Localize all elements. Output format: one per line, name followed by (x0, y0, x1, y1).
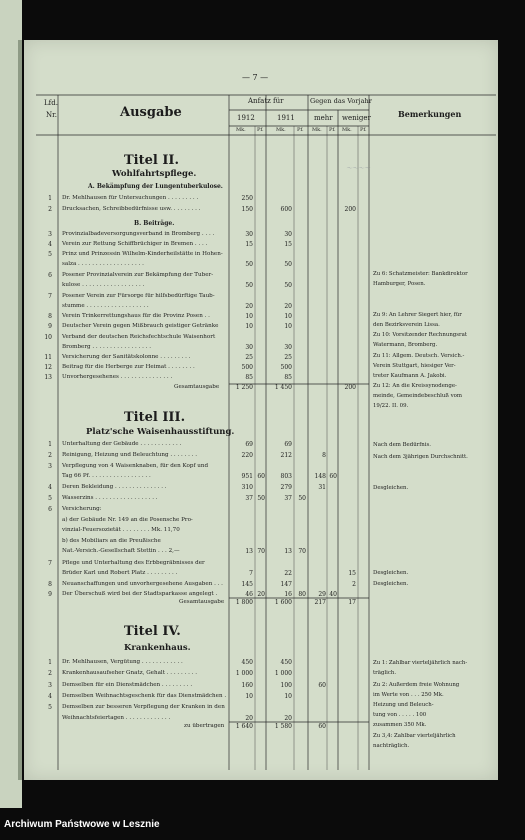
remark-line: 19/22. II. 09. (373, 403, 409, 409)
row-number: 7 (48, 293, 52, 300)
row-description: Provinzialbadeversorgungsverband in Bromberg . . . . (62, 231, 215, 237)
remark-line: Zu 1: Zahlbar vierteljährlich nach- (373, 660, 468, 666)
amount-1911-mk: 50 (284, 282, 292, 289)
amount-1911-mk: 600 (280, 206, 292, 213)
row-description: Verband der deutschen Reichsfechtschule Waisenhort (62, 334, 216, 340)
amount-1911-mk: 30 (284, 231, 292, 238)
row-number: 3 (48, 463, 52, 470)
row-number: 7 (48, 560, 52, 567)
row-description: Krankenhausaufseher Gnatz, Gehalt . . . . . . . . . (62, 670, 197, 676)
row-number: 1 (48, 195, 52, 202)
row-number: 3 (48, 231, 52, 238)
amount-weniger-mk: 200 (344, 206, 356, 213)
amount-1912-pf: 70 (257, 548, 265, 555)
amount-1912-mk: 46 (245, 591, 253, 598)
row-description: Tag 66 Pf. . . . . . . . . . . . . . . . . . (62, 473, 151, 479)
amount-1912-mk: 25 (245, 354, 253, 361)
amount-1912-mk: 30 (245, 344, 253, 351)
row-description: vinzial-Feuersozietät . . . . . . . . Mk. 11,70 (62, 527, 180, 533)
remark-line: Desgleichen. (373, 570, 409, 576)
header-pf-3: Pf. (329, 127, 336, 133)
amount-1912-pf: 50 (257, 495, 265, 502)
amount-1912-mk: 10 (245, 313, 253, 320)
row-number: 5 (48, 704, 52, 711)
row-number: 12 (44, 364, 52, 371)
row-number: 5 (48, 495, 52, 502)
titel4-total-1911: 1 580 (274, 723, 292, 730)
amount-1911-mk: 100 (280, 682, 292, 689)
row-number: 5 (48, 251, 52, 258)
remark-line: Hamburger, Posen. (373, 281, 426, 287)
row-description: Dr. Mehlhausen, Vergütung . . . . . . . . . . . . (62, 659, 183, 665)
row-description: Unterhaltung der Gebäude . . . . . . . . . . . . (62, 441, 182, 447)
titel3-title: Titel III. (124, 410, 186, 425)
amount-1911-mk: 20 (284, 715, 292, 722)
header-pf-1: Pf. (257, 127, 264, 133)
amount-1912-pf: 20 (257, 591, 265, 598)
amount-1911-mk: 803 (280, 473, 292, 480)
book-gutter (18, 40, 22, 780)
handwritten-annotation-mark: ～～～～ (346, 165, 371, 172)
row-description: Demselben zur besseren Verpflegung der Kranken in den (62, 704, 225, 710)
titel2-total-weniger: 200 (344, 384, 356, 391)
row-description: Beitrag für die Herberge zur Heimat . . . . . . . . (62, 364, 195, 370)
row-description: Posener Verein zur Fürsorge für hilfsbedürftige Taub- (62, 293, 215, 299)
amount-1912-mk: 310 (241, 484, 253, 491)
row-description: Posener Provinzialverein zur Bekämpfung der Tuber- (62, 272, 214, 278)
remark-line: Zu 6: Schatzmeister: Bankdirektor (373, 271, 468, 277)
titel3-total-1912: 1 800 (235, 599, 253, 606)
amount-mehr-pf: 40 (329, 591, 337, 598)
row-number: 10 (44, 334, 52, 341)
row-description: Prinz und Prinzessin Wilhelm-Kinderheilstätte in Hohen- (62, 251, 223, 257)
row-number: 2 (48, 670, 52, 677)
titel2-total-1911: 1 450 (274, 384, 292, 391)
amount-1911-pf: 80 (298, 591, 306, 598)
remark-line: im Werte von . . . 250 Mk. (373, 692, 444, 698)
amount-1911-mk: 10 (284, 313, 292, 320)
amount-1912-mk: 13 (245, 548, 253, 555)
header-year-1912: 1912 (237, 114, 255, 122)
header-pf-2: Pf. (297, 127, 304, 133)
remark-line: Zu 2: Außerdem freie Wohnung (373, 682, 460, 688)
header-mk-4: Mk. (342, 127, 352, 133)
header-pf-4: Pf. (360, 127, 367, 133)
titel2-total-label: Gesamtausgabe (174, 384, 220, 390)
amount-1912-mk: 85 (245, 374, 253, 381)
row-number: 2 (48, 206, 52, 213)
amount-1911-mk: 85 (284, 374, 292, 381)
amount-1912-mk: 450 (241, 659, 253, 666)
row-number: 13 (44, 374, 52, 381)
row-number: 3 (48, 682, 52, 689)
header-mehr: mehr (314, 114, 333, 122)
remark-line: Zu 3,4: Zahlbar vierteljährlich (373, 733, 456, 739)
amount-1911-mk: 30 (284, 344, 292, 351)
row-number: 4 (48, 241, 52, 248)
row-number: 4 (48, 693, 52, 700)
amount-1912-mk: 10 (245, 323, 253, 330)
header-mk-1: Mk. (236, 127, 246, 133)
amount-1911-mk: 20 (284, 303, 292, 310)
titel4-total-mehr: 60 (318, 723, 326, 730)
row-description: Pflege und Unterhaltung des Erbbegräbnisses der (62, 560, 205, 566)
remark-line: Desgleichen. (373, 581, 409, 587)
row-description: Der Überschuß wird bei der Stadtsparkasse angelegt . (62, 591, 218, 597)
remark-line: Heizung und Beleuch- (373, 702, 434, 708)
amount-1912-mk: 150 (241, 206, 253, 213)
amount-1912-pf: 60 (257, 473, 265, 480)
amount-1911-mk: 212 (280, 452, 292, 459)
amount-1911-pf: 70 (298, 548, 306, 555)
archive-footer (0, 808, 525, 840)
titel4-total-1912: 1 640 (235, 723, 253, 730)
amount-1912-mk: 37 (245, 495, 253, 502)
row-description: Versicherung: (62, 506, 102, 512)
row-description: b) des Mobiliars an die Preußische (62, 538, 161, 544)
row-description: Versicherung der Sanitätskolonne . . . . . . . . . (62, 354, 191, 360)
row-number: 4 (48, 484, 52, 491)
row-description: Deren Bekleidung . . . . . . . . . . . . . . . (62, 484, 167, 490)
titel3-total-weniger: 17 (348, 599, 356, 606)
row-description: Verein zur Rettung Schiffbrüchiger in Bremen . . . . (62, 241, 208, 247)
titel2-section-b: B. Beiträge. (134, 220, 175, 227)
row-description: Reinigung, Heizung und Beleuchtung . . . . . . . . (62, 452, 198, 458)
row-description: Deutscher Verein gegen Mißbrauch geistiger Getränke (62, 323, 219, 329)
header-lfd: Lfd. (44, 99, 58, 107)
titel2-total-1912: 1 250 (235, 384, 253, 391)
amount-1912-mk: 951 (241, 473, 253, 480)
header-gegen: Gegen das Vorjahr (310, 97, 372, 105)
amount-1912-mk: 10 (245, 693, 253, 700)
amount-mehr-mk: 31 (318, 484, 326, 491)
titel3-total-1911: 1 600 (274, 599, 292, 606)
row-number: 6 (48, 506, 52, 513)
amount-1912-mk: 500 (241, 364, 253, 371)
titel4-subtitle: Krankenhaus. (124, 643, 191, 653)
remark-line: Zu 9: An Lehrer Siegert hier, für (373, 312, 462, 318)
header-ausgabe: Ausgabe (120, 105, 182, 120)
header-mk-3: Mk. (312, 127, 322, 133)
remark-line: nachträglich. (373, 743, 410, 749)
row-description: Neuanschaffungen und unvorhergesehene Ausgaben . . . (62, 581, 223, 587)
row-description: Brüder Karl und Robert Platz . . . . . . . . . (62, 570, 178, 576)
amount-1911-mk: 10 (284, 323, 292, 330)
amount-1911-mk: 279 (280, 484, 292, 491)
remark-line: treter Kaufmann A. Jakobi. (373, 373, 447, 379)
row-number: 9 (48, 591, 52, 598)
remark-line: Zu 11: Allgem. Deutsch. Versich.- (373, 353, 465, 359)
header-year-1911: 1911 (277, 114, 295, 122)
amount-mehr-mk: 29 (318, 591, 326, 598)
amount-1912-mk: 1 000 (235, 670, 253, 677)
header-anfatz: Anfatz für (248, 97, 284, 105)
remark-line: tung von . . . . . 100 (373, 712, 427, 718)
amount-1911-mk: 1 000 (274, 670, 292, 677)
amount-1911-mk: 16 (284, 591, 292, 598)
amount-1911-mk: 15 (284, 241, 292, 248)
row-description: kulose . . . . . . . . . . . . . . . . . . (62, 282, 145, 288)
header-bemerkungen: Bemerkungen (398, 109, 462, 119)
row-description: Verein Trinkerrettungshaus für die Provinz Posen . . (62, 313, 210, 319)
row-number: 11 (44, 354, 52, 361)
row-number: 9 (48, 323, 52, 330)
header-mk-2: Mk. (276, 127, 286, 133)
amount-1912-mk: 69 (245, 441, 253, 448)
amount-1912-mk: 160 (241, 682, 253, 689)
amount-1911-mk: 10 (284, 693, 292, 700)
remark-line: Nach dem 3jährigen Durchschnitt. (373, 454, 468, 460)
page-number: — 7 — (242, 73, 269, 82)
remark-line: meinde, Gemeindebeschluß vom (373, 393, 463, 399)
row-description: Unvorhergesehenes . . . . . . . . . . . . . . . (62, 374, 173, 380)
amount-weniger-mk: 2 (352, 581, 356, 588)
amount-1911-mk: 25 (284, 354, 292, 361)
row-description: Nat.-Versich.-Gesellschaft Stettin . . . 2,— (62, 548, 180, 554)
ledger-page (24, 40, 498, 780)
row-description: Demselben für ein Dienstmädchen . . . . . . . . . (62, 682, 193, 688)
amount-1911-mk: 37 (284, 495, 292, 502)
amount-1911-pf: 50 (298, 495, 306, 502)
row-number: 1 (48, 659, 52, 666)
row-description: Dr. Mehlhausen für Untersuchungen . . . . . . . . . (62, 195, 199, 201)
remark-line: den Bezirksverein Lissa. (373, 322, 440, 328)
amount-mehr-mk: 8 (322, 452, 326, 459)
row-description: Demselben Weihnachtsgeschenk für das Dienstmädchen . (62, 693, 227, 699)
amount-1912-mk: 250 (241, 195, 253, 202)
row-number: 8 (48, 581, 52, 588)
row-description: a) der Gebäude Nr. 149 an die Posensche Pro- (62, 517, 193, 523)
amount-1912-mk: 15 (245, 241, 253, 248)
amount-1912-mk: 50 (245, 261, 253, 268)
row-number: 1 (48, 441, 52, 448)
titel2-subtitle: Wohlfahrtspflege. (112, 169, 197, 179)
header-weniger: weniger (342, 114, 371, 122)
archive-name: Archiwum Państwowe w Lesznie (4, 819, 160, 830)
row-number: 8 (48, 313, 52, 320)
amount-1911-mk: 500 (280, 364, 292, 371)
table-rules (24, 40, 498, 780)
amount-1911-mk: 147 (280, 581, 292, 588)
titel2-section-a: A. Bekämpfung der Lungentuberkulose. (88, 183, 223, 190)
amount-mehr-pf: 60 (329, 473, 337, 480)
titel4-title: Titel IV. (124, 624, 181, 639)
titel4-total-label: zu übertragen (184, 723, 225, 729)
amount-1911-mk: 13 (284, 548, 292, 555)
amount-1911-mk: 450 (280, 659, 292, 666)
amount-1912-mk: 30 (245, 231, 253, 238)
amount-1911-mk: 22 (284, 570, 292, 577)
row-description: stumme . . . . . . . . . . . . . . . . . . (62, 303, 149, 309)
row-description: Verpflegung von 4 Waisenknaben, für den Kopf und (62, 463, 209, 469)
remark-line: träglich. (373, 670, 397, 676)
row-description: Bromberg . . . . . . . . . . . . . . . . . (62, 344, 152, 350)
amount-1911-mk: 50 (284, 261, 292, 268)
remark-line: Nach dem Bedürfnis. (373, 442, 431, 448)
row-description: Drucksachen, Schreibbedürfnisse usw. . . . . . . . . (62, 206, 201, 212)
row-number: 6 (48, 272, 52, 279)
remark-line: Watermann, Bromberg. (373, 342, 438, 348)
amount-1912-mk: 50 (245, 282, 253, 289)
remark-line: zusammen 350 Mk. (373, 722, 427, 728)
row-description: salza . . . . . . . . . . . . . . . . . . . (62, 261, 144, 267)
remark-line: Zu 12: An die Kreissynodenge- (373, 383, 457, 389)
amount-1912-mk: 7 (249, 570, 253, 577)
amount-mehr-mk: 60 (318, 682, 326, 689)
header-nr: Nr. (46, 111, 57, 119)
row-description: Weihnachtsfeiertagen . . . . . . . . . . . . . (62, 715, 171, 721)
remark-line: Zu 10: Vorsitzender Rechnungsrat (373, 332, 467, 338)
remark-line: Verein Stuttgart, hiesiger Ver- (373, 363, 456, 369)
remark-line: Desgleichen. (373, 485, 409, 491)
titel2-title: Titel II. (124, 153, 180, 168)
amount-weniger-mk: 15 (348, 570, 356, 577)
row-description: Wasserzins . . . . . . . . . . . . . . . . . . (62, 495, 158, 501)
titel3-total-mehr: 217 (314, 599, 326, 606)
row-number: 2 (48, 452, 52, 459)
amount-1911-mk: 69 (284, 441, 292, 448)
titel3-total-label: Gesamtausgabe (179, 599, 225, 605)
amount-mehr-mk: 148 (314, 473, 326, 480)
amount-1912-mk: 20 (245, 303, 253, 310)
amount-1912-mk: 20 (245, 715, 253, 722)
titel3-subtitle: Platz'sche Waisenhausstiftung. (86, 427, 235, 437)
amount-1912-mk: 145 (241, 581, 253, 588)
amount-1912-mk: 220 (241, 452, 253, 459)
